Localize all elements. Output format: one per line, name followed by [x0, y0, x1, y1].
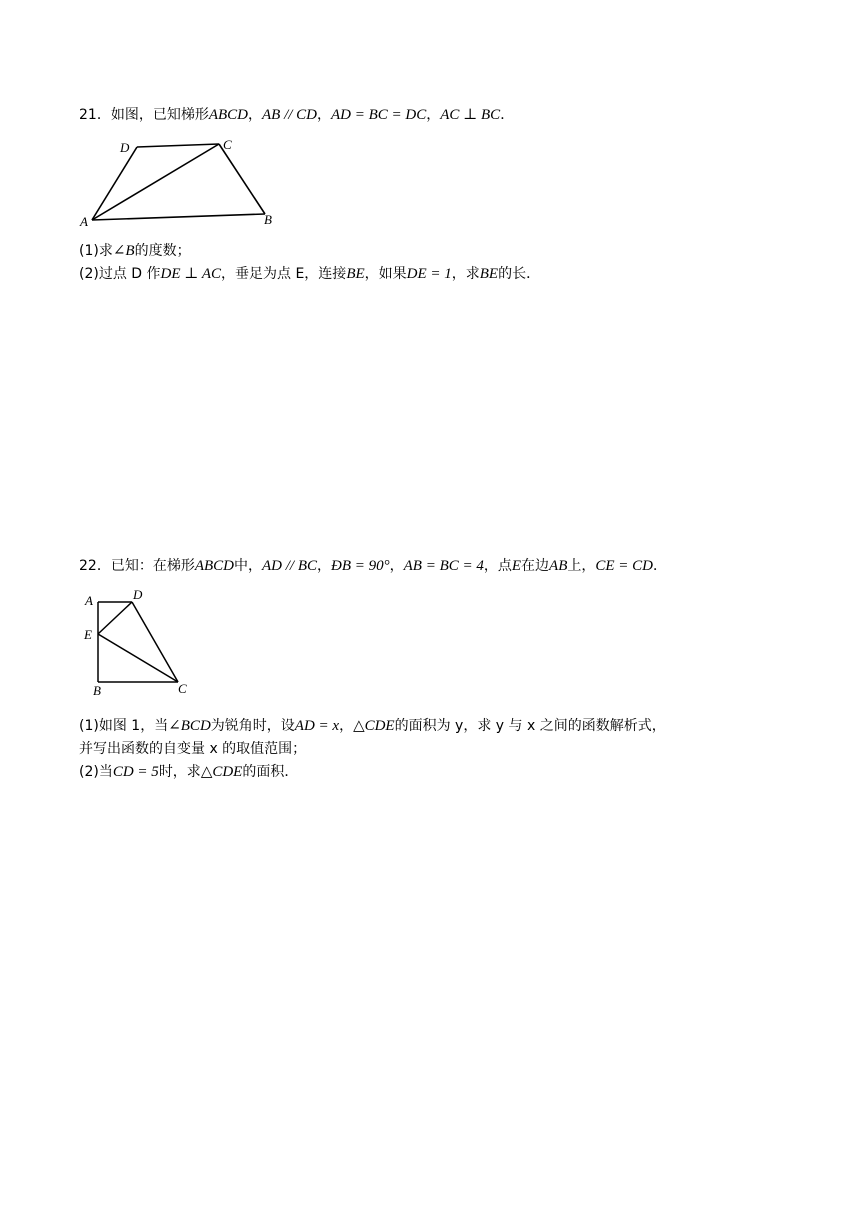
q22-part2: (2)当CD = 5时，求△CDE的面积． — [79, 764, 299, 780]
q22-part1: (1)如图 1，当∠BCD为锐角时，设AD = x，△CDE的面积为 y，求 y 与 x 之间的函数解析式， — [79, 718, 666, 734]
q22-number: 22． — [79, 558, 111, 574]
q21-edge-da — [92, 147, 137, 220]
q21-part2: (2)过点 D 作DE ⊥ AC，垂足为点 E，连接BE，如果DE = 1，求BE的长． — [79, 266, 541, 282]
q21-edge-bc — [219, 144, 265, 214]
q22-part1-line2: 并写出函数的自变量 x 的取值范围； — [79, 741, 307, 757]
q21-label-a: A — [80, 214, 88, 229]
q22-label-d: D — [133, 587, 143, 602]
q21-trapezoid-figure — [78, 136, 283, 232]
q22-segment-ed — [98, 602, 132, 634]
q21-edge-ab — [92, 214, 265, 220]
q21-stem: 21．如图，已知梯形ABCD，AB // CD，AD = BC = DC，AC ⊥ BC． — [79, 107, 515, 123]
q21-diagonal-ac — [92, 144, 219, 220]
q22-segment-ec — [98, 634, 178, 682]
q21-label-b: B — [264, 212, 272, 227]
q21-label-d: D — [120, 140, 130, 155]
q22-trapezoid-figure — [80, 586, 200, 698]
q22-label-e: E — [84, 627, 92, 642]
q22-label-c: C — [178, 681, 187, 696]
q22-stem: 22．已知：在梯形ABCD中，AD // BC，ÐB = 90°，AB = BC = 4，点E在边AB上，CE = CD． — [79, 558, 668, 574]
q21-condition-perp: AC ⊥ BC — [440, 107, 501, 123]
q21-condition-parallel: AB // CD — [262, 107, 317, 123]
q21-edge-cd — [137, 144, 219, 147]
q21-label-c: C — [223, 137, 232, 152]
q21-condition-equal: AD = BC = DC — [331, 107, 427, 123]
q21-part1: (1)求∠B的度数； — [79, 243, 191, 259]
q22-label-b: B — [93, 683, 101, 698]
q21-number: 21． — [79, 107, 111, 123]
q22-edge-dc — [132, 602, 178, 682]
q22-label-a: A — [85, 593, 93, 608]
